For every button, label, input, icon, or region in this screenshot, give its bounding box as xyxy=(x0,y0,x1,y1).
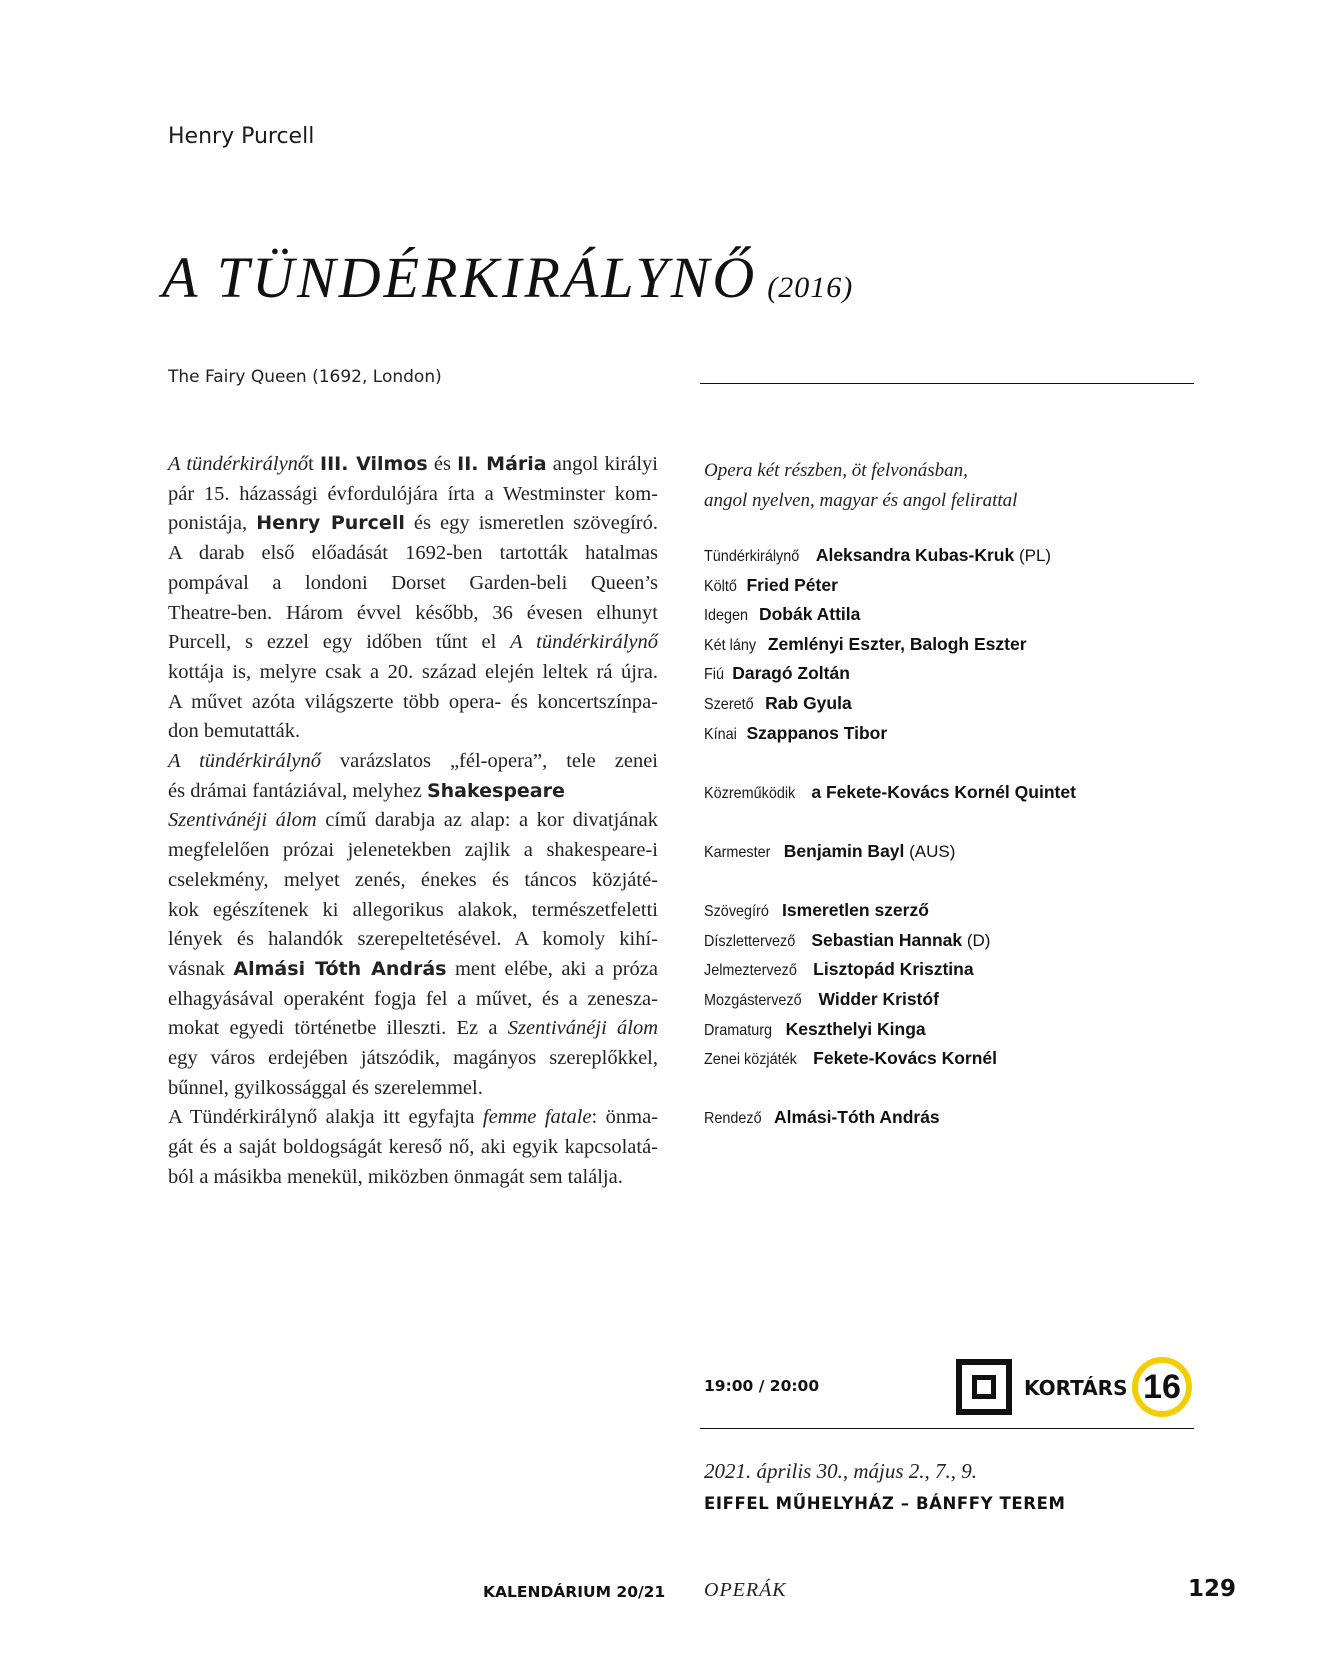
cast-row xyxy=(704,659,1076,689)
text: vásnak xyxy=(168,957,234,980)
conductor-row xyxy=(704,837,1076,867)
synopsis-line: pompával a londoni Dorset Garden-beli Queen’s xyxy=(168,571,658,594)
artist-name: Lisztopád Krisztina xyxy=(813,959,974,980)
original-title: The Fairy Queen (1692, London) xyxy=(168,367,442,387)
text: A Tündérkirálynő alakja itt egyfajta xyxy=(168,1106,483,1129)
text: című darabja az alap: a kor divatjának xyxy=(316,809,658,832)
role-label: Két lány xyxy=(704,636,757,654)
synopsis-line: Theatre-ben. Három évvel később, 36 évesen elhunyt xyxy=(168,601,658,624)
crew-row xyxy=(704,1015,1076,1045)
role-label: Kínai xyxy=(704,725,737,743)
crew-row xyxy=(704,896,1076,926)
synopsis-line: kok egészítenek ki allegorikus alakok, természetfeletti xyxy=(168,898,658,921)
text: és drámai fantáziával, melyhez xyxy=(168,779,427,802)
synopsis-line: A darab első előadását 1692-ben tartották hatalmas xyxy=(168,542,658,565)
cast-row xyxy=(704,541,1076,571)
director-row xyxy=(704,1103,1076,1133)
synopsis-line xyxy=(168,777,658,807)
synopsis-line: bűnnel, gyilkossággal és szerelemmel. xyxy=(168,1076,483,1099)
synopsis-line xyxy=(168,1103,658,1133)
role-label: Fiú xyxy=(704,666,725,684)
text-bold: Shakespeare xyxy=(426,779,565,802)
role-label: Zenei közjáték xyxy=(704,1051,797,1069)
text-bold: II. Mária xyxy=(457,453,547,475)
publication-title: KALENDÁRIUM 20/21 xyxy=(483,1583,666,1601)
text: t xyxy=(308,453,321,475)
synopsis-line xyxy=(168,806,658,836)
text: mokat egyedi történetbe illeszti. Ez a xyxy=(168,1017,508,1040)
synopsis-line: ból a másikba menekül, miközben önmagát sem találja. xyxy=(168,1165,623,1188)
venue-name: EIFFEL MŰHELYHÁZ – BÁNFFY TEREM xyxy=(704,1494,1066,1513)
artist-name: Daragó Zoltán xyxy=(732,663,850,684)
synopsis-line xyxy=(168,955,658,985)
text-italic: femme fatale xyxy=(482,1106,592,1129)
synopsis-line: don bemutatták. xyxy=(168,720,301,743)
artist-name: Fekete-Kovács Kornél xyxy=(813,1048,997,1069)
cast-row xyxy=(704,689,1076,719)
synopsis-line: A művet azóta világszerte több opera- és koncertszínpa- xyxy=(168,690,658,713)
text: Purcell, s ezzel egy időben tűnt el xyxy=(168,631,511,654)
artist-name: Widder Kristóf xyxy=(818,988,939,1009)
crew-row xyxy=(704,955,1076,985)
opera-info-line: Opera két részben, öt felvonásban, xyxy=(704,460,968,481)
divider-bottom xyxy=(700,1428,1194,1429)
text-italic: A tündérkirálynő xyxy=(168,453,309,475)
synopsis-line: pár 15. házassági évfordulójára írta a Westminster kom- xyxy=(168,482,658,505)
synopsis-line: egy város erdejében játszódik, magányos szereplőkkel, xyxy=(168,1047,658,1070)
artist-name: Benjamin Bayl xyxy=(783,840,905,861)
role-label: Idegen xyxy=(704,607,749,625)
synopsis-line: kottája is, melyre csak a 20. század elején leltek rá újra. xyxy=(168,660,658,683)
synopsis-line xyxy=(168,450,658,480)
section-title: OPERÁK xyxy=(704,1579,787,1601)
text-bold: Almási Tóth András xyxy=(233,957,447,980)
text-bold: III. Vilmos xyxy=(320,453,428,475)
divider-top xyxy=(700,383,1194,384)
text: angol királyi xyxy=(546,453,658,475)
artist-name: a Fekete-Kovács Kornél Quintet xyxy=(811,781,1076,802)
synopsis-line: gát és a saját boldogságát kereső nő, aki egyik kapcsolatá- xyxy=(168,1136,658,1159)
opera-info xyxy=(704,456,1017,516)
text-italic: Szentivánéji álom xyxy=(168,809,317,832)
spacer xyxy=(704,1074,1076,1104)
role-label: Díszlettervező xyxy=(704,932,796,950)
text: varázslatos „fél-opera”, tele zenei xyxy=(320,750,658,773)
crew-row xyxy=(704,1044,1076,1074)
spacer xyxy=(704,867,1076,897)
spacer xyxy=(704,807,1076,837)
page-number: 129 xyxy=(1188,1576,1237,1602)
role-label: Jelmeztervező xyxy=(704,962,797,980)
artist-name: Rab Gyula xyxy=(765,692,852,713)
text: ponistája, xyxy=(168,512,257,535)
text-bold: Henry Purcell xyxy=(256,512,405,535)
opera-info-line: angol nyelven, magyar és angol felirattal xyxy=(704,490,1018,511)
synopsis-line xyxy=(168,747,658,777)
credits xyxy=(704,541,1076,1133)
role-label: Költő xyxy=(704,577,737,595)
role-label: Dramaturg xyxy=(704,1021,773,1039)
role-label: Szövegíró xyxy=(704,903,769,921)
synopsis-line xyxy=(168,1014,658,1044)
artist-name: Fried Péter xyxy=(746,574,838,595)
synopsis xyxy=(168,450,658,1193)
title-text: A TÜNDÉRKIRÁLYNŐ xyxy=(162,245,758,310)
text: és xyxy=(427,453,458,475)
synopsis-line: cselekmény, melyet zenés, énekes és táncos közjáté- xyxy=(168,868,658,891)
text: : önma- xyxy=(591,1106,658,1129)
spacer xyxy=(704,748,1076,778)
show-time: 19:00 / 20:00 xyxy=(704,1377,820,1395)
composer-name: Henry Purcell xyxy=(168,124,315,149)
text: és egy ismeretlen szövegíró. xyxy=(404,512,658,535)
synopsis-line: megfelelően prózai jelenetekben zajlik a shakespeare-i xyxy=(168,839,658,862)
artist-name: Zemlényi Eszter, Balogh Eszter xyxy=(767,633,1027,654)
artist-name: Almási-Tóth András xyxy=(774,1107,940,1128)
artist-name: Aleksandra Kubas-Kruk xyxy=(815,545,1015,565)
role-label: Szerető xyxy=(704,695,754,713)
role-label: Karmester xyxy=(704,843,771,861)
cast-row xyxy=(704,630,1076,660)
performance-dates: 2021. április 30., május 2., 7., 9. xyxy=(704,1459,978,1483)
contrib-row xyxy=(704,778,1076,808)
role-label: Közreműködik xyxy=(704,784,796,802)
cast-row xyxy=(704,600,1076,630)
synopsis-line: lények és halandók szerepeltetésével. A komoly kihí- xyxy=(168,928,658,951)
crew-row xyxy=(704,985,1076,1015)
production-year: (2016) xyxy=(767,271,854,304)
text: ment elébe, aki a próza xyxy=(446,957,658,980)
role-label: Tündérkirálynő xyxy=(704,548,800,565)
artist-name: Keszthelyi Kinga xyxy=(785,1018,926,1039)
text-italic: A tündérkirálynő xyxy=(168,750,321,773)
opera-title xyxy=(162,244,853,311)
cast-row xyxy=(704,571,1076,601)
synopsis-line xyxy=(168,628,658,658)
country-code: (D) xyxy=(962,930,991,950)
age-rating-badge: 16 xyxy=(1132,1357,1192,1417)
role-label: Mozgástervező xyxy=(704,991,802,1009)
text-italic: A tündérkirálynő xyxy=(510,631,658,654)
kortars-square-icon xyxy=(956,1359,1012,1415)
kortars-square-inner xyxy=(972,1375,996,1399)
cast-row xyxy=(704,719,1076,749)
artist-name: Dobák Attila xyxy=(758,604,861,625)
synopsis-line: elhagyásával operaként fogja fel a művet, és a zenesza- xyxy=(168,987,658,1010)
country-code: (AUS) xyxy=(904,841,956,861)
text-italic: Szentivánéji álom xyxy=(507,1017,659,1040)
category-label: KORTÁRS xyxy=(1024,1376,1128,1400)
crew-row xyxy=(704,926,1076,956)
role-label: Rendező xyxy=(704,1110,762,1128)
artist-name: Ismeretlen szerző xyxy=(782,900,929,921)
artist-name: Szappanos Tibor xyxy=(746,722,888,743)
country-code: (PL) xyxy=(1014,546,1052,565)
artist-name: Sebastian Hannak xyxy=(811,929,963,950)
synopsis-line xyxy=(168,509,658,539)
